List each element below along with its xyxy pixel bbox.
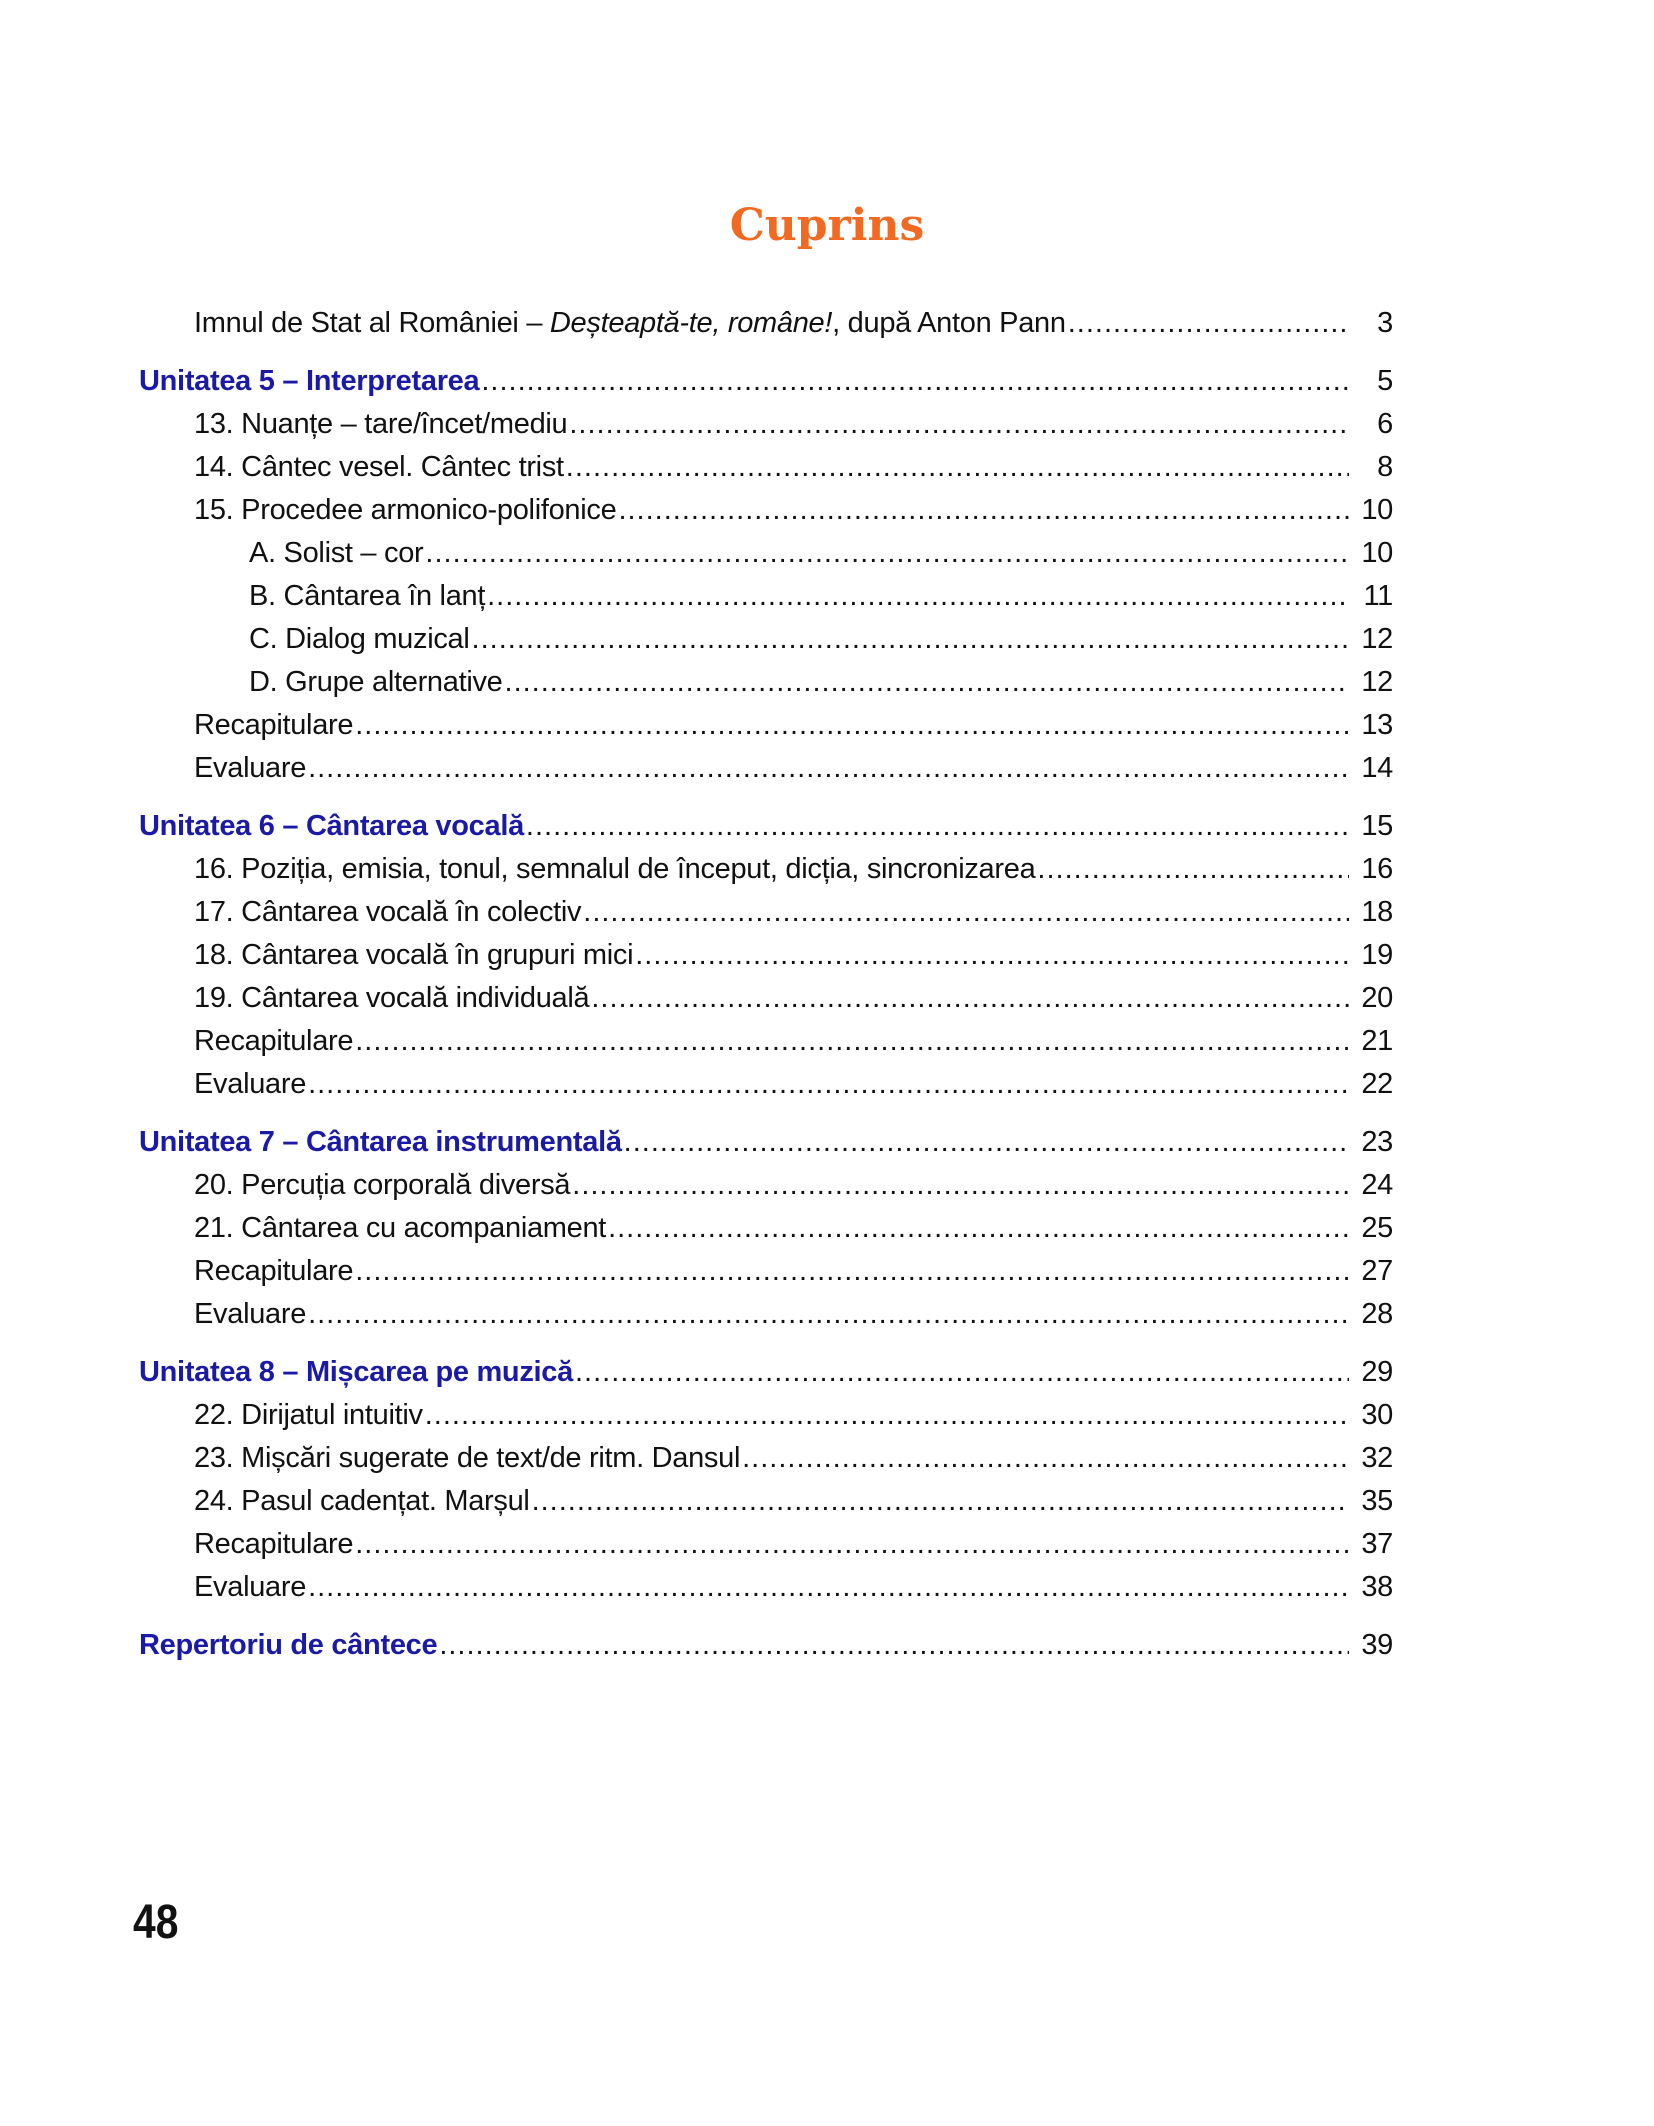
dot-leader — [308, 1566, 1349, 1609]
toc-entry-text: Unitatea 8 – Mișcarea pe muzică — [139, 1356, 573, 1388]
toc-entry-label — [249, 575, 485, 618]
toc-entry[interactable] — [139, 1250, 1393, 1293]
toc-page-number: 8 — [1377, 451, 1393, 483]
toc-page-number: 24 — [1361, 1169, 1393, 1201]
toc-page-number: 12 — [1361, 623, 1393, 655]
toc-entry-label — [249, 661, 503, 704]
toc-entry-text: Evaluare — [194, 752, 307, 784]
toc-entry-label — [194, 747, 306, 790]
dot-leader — [526, 805, 1349, 848]
dot-leader — [575, 1351, 1349, 1394]
toc-entry[interactable] — [139, 1480, 1393, 1523]
dot-leader — [355, 1020, 1349, 1063]
toc-entry-label — [249, 618, 470, 661]
toc-entry-text: Unitatea 7 – Cântarea instrumentală — [139, 1126, 622, 1158]
toc-entry[interactable] — [139, 1293, 1393, 1336]
toc-entry-text: Recapitulare — [194, 1025, 354, 1057]
dot-leader — [425, 532, 1349, 575]
toc-entry-label — [194, 891, 581, 934]
dot-leader — [481, 360, 1349, 403]
toc-entry-label — [249, 532, 423, 575]
toc-entry-text: A. Solist – cor — [249, 537, 424, 569]
toc-entry-label — [194, 1523, 353, 1566]
toc-page-number: 38 — [1361, 1571, 1393, 1603]
toc-page-number: 28 — [1361, 1298, 1393, 1330]
toc-entry-label — [194, 489, 616, 532]
toc-entry-text: 23. Mișcări sugerate de text/de ritm. Dansul — [194, 1442, 741, 1474]
toc-unit-heading[interactable] — [139, 1624, 1393, 1667]
toc-entry-text: 13. Nuanțe – tare/încet/mediu — [194, 408, 568, 440]
toc-entry-label — [194, 1394, 423, 1437]
toc-page-number: 5 — [1377, 365, 1393, 397]
toc-entry[interactable] — [139, 446, 1393, 489]
dot-leader — [569, 403, 1349, 446]
toc-entry[interactable] — [139, 747, 1393, 790]
toc-page-number: 23 — [1361, 1126, 1393, 1158]
toc-unit-heading[interactable] — [139, 1121, 1393, 1164]
toc-entry-label — [139, 1624, 437, 1667]
toc-entry-label — [194, 934, 633, 977]
toc-entry[interactable] — [139, 977, 1393, 1020]
toc-entry[interactable] — [139, 704, 1393, 747]
toc-entry-text: Recapitulare — [194, 1528, 354, 1560]
dot-leader — [1037, 848, 1349, 891]
toc-entry-label — [194, 1207, 606, 1250]
dot-leader — [532, 1480, 1349, 1523]
dot-leader — [355, 1523, 1349, 1566]
toc-entry[interactable] — [139, 302, 1393, 345]
toc-entry-label — [194, 848, 1035, 891]
toc-entry-text: Recapitulare — [194, 1255, 354, 1287]
toc-entry-label — [194, 1480, 530, 1523]
dot-leader — [608, 1207, 1349, 1250]
toc-entry-text: 15. Procedee armonico-polifonice — [194, 494, 617, 526]
toc-page-number: 22 — [1361, 1068, 1393, 1100]
toc-entry-label — [194, 403, 567, 446]
toc-entry-label — [139, 360, 479, 403]
toc-page-number: 30 — [1361, 1399, 1393, 1431]
toc-page-number: 21 — [1361, 1025, 1393, 1057]
toc-page-number: 37 — [1361, 1528, 1393, 1560]
dot-leader — [439, 1624, 1349, 1667]
toc-entry-label — [194, 302, 1066, 345]
toc-entry[interactable] — [139, 403, 1393, 446]
dot-leader — [355, 704, 1349, 747]
toc-page-number: 11 — [1363, 580, 1393, 612]
toc-page-number: 39 — [1361, 1629, 1393, 1661]
dot-leader — [505, 661, 1349, 704]
toc-entry[interactable] — [139, 1020, 1393, 1063]
toc-entry-label — [194, 1566, 306, 1609]
toc-page-number: 35 — [1361, 1485, 1393, 1517]
dot-leader — [472, 618, 1349, 661]
toc-entry[interactable] — [139, 618, 1393, 661]
toc-entry-text: Evaluare — [194, 1298, 307, 1330]
toc-unit-heading[interactable] — [139, 805, 1393, 848]
toc-entry-text: Repertoriu de cântece — [139, 1629, 438, 1661]
toc-entry[interactable] — [139, 489, 1393, 532]
toc-page-number: 10 — [1361, 537, 1393, 569]
toc-unit-heading[interactable] — [139, 1351, 1393, 1394]
dot-leader — [624, 1121, 1349, 1164]
dot-leader — [308, 1293, 1349, 1336]
toc-entry-label — [194, 1250, 353, 1293]
dot-leader — [308, 747, 1349, 790]
toc-page-number: 29 — [1361, 1356, 1393, 1388]
toc-entry[interactable] — [139, 575, 1393, 618]
toc-entry-label — [194, 1020, 353, 1063]
toc-entry[interactable] — [139, 1437, 1393, 1480]
toc-unit-heading[interactable] — [139, 360, 1393, 403]
toc-page-number: 25 — [1361, 1212, 1393, 1244]
toc-entry[interactable] — [139, 532, 1393, 575]
toc-entry-text: 20. Percuția corporală diversă — [194, 1169, 571, 1201]
toc-entry[interactable] — [139, 1207, 1393, 1250]
toc-entry-text: Unitatea 5 – Interpretarea — [139, 365, 480, 397]
toc-page-number: 15 — [1361, 810, 1393, 842]
toc-entry-text: Evaluare — [194, 1571, 307, 1603]
toc-page-number: 6 — [1377, 408, 1393, 440]
toc-entry-text: 19. Cântarea vocală individuală — [194, 982, 590, 1014]
dot-leader — [566, 446, 1349, 489]
dot-leader — [635, 934, 1349, 977]
toc-entry-text: Imnul de Stat al României – — [194, 307, 550, 339]
toc-entry-italic-text: Deșteaptă-te, române! — [549, 307, 833, 339]
toc-entry[interactable] — [139, 1566, 1393, 1609]
toc-entry-label — [139, 1121, 622, 1164]
dot-leader — [1068, 302, 1349, 345]
toc-page-number: 13 — [1361, 709, 1393, 741]
toc-page-number: 19 — [1361, 939, 1393, 971]
toc-page-number: 16 — [1361, 853, 1393, 885]
toc-entry-label — [194, 977, 589, 1020]
toc-entry-label — [139, 1351, 573, 1394]
toc-entry-label — [139, 805, 524, 848]
dot-leader — [572, 1164, 1349, 1207]
toc-entry-label — [194, 1063, 306, 1106]
toc-entry-label — [194, 1293, 306, 1336]
toc-entry-text: 22. Dirijatul intuitiv — [194, 1399, 423, 1431]
toc-entry[interactable] — [139, 1164, 1393, 1207]
page-title: Cuprins — [729, 200, 925, 251]
toc-entry-text: 21. Cântarea cu acompaniament — [194, 1212, 607, 1244]
toc-entry-text: C. Dialog muzical — [249, 623, 470, 655]
table-of-contents — [139, 302, 1393, 1667]
toc-page-number: 18 — [1361, 896, 1393, 928]
toc-entry-text: B. Cântarea în lanț — [249, 580, 486, 612]
toc-entry-label — [194, 704, 353, 747]
toc-page-number: 10 — [1361, 494, 1393, 526]
toc-entry-text: 18. Cântarea vocală în grupuri mici — [194, 939, 634, 971]
toc-entry-suffix: , după Anton Pann — [832, 307, 1066, 339]
dot-leader — [487, 575, 1349, 618]
toc-entry[interactable] — [139, 891, 1393, 934]
toc-entry-text: 14. Cântec vesel. Cântec trist — [194, 451, 564, 483]
toc-page-number: 27 — [1361, 1255, 1393, 1287]
dot-leader — [355, 1250, 1349, 1293]
toc-page-number: 12 — [1361, 666, 1393, 698]
toc-entry-label — [194, 1437, 740, 1480]
toc-entry[interactable] — [139, 934, 1393, 977]
toc-entry-text: 17. Cântarea vocală în colectiv — [194, 896, 582, 928]
toc-entry[interactable] — [139, 1063, 1393, 1106]
dot-leader — [583, 891, 1349, 934]
toc-entry[interactable] — [139, 1523, 1393, 1566]
toc-entry-text: Evaluare — [194, 1068, 307, 1100]
toc-entry-text: 16. Poziția, emisia, tonul, semnalul de început, dicția, sincronizarea — [194, 853, 1036, 885]
toc-entry[interactable] — [139, 661, 1393, 704]
toc-entry[interactable] — [139, 848, 1393, 891]
toc-page-number: 20 — [1361, 982, 1393, 1014]
dot-leader — [591, 977, 1349, 1020]
toc-entry-text: Recapitulare — [194, 709, 354, 741]
toc-entry-text: 24. Pasul cadențat. Marșul — [194, 1485, 530, 1517]
page-number: 48 — [133, 1896, 179, 1949]
dot-leader — [742, 1437, 1349, 1480]
toc-entry-text: Unitatea 6 – Cântarea vocală — [139, 810, 524, 842]
toc-page-number: 32 — [1361, 1442, 1393, 1474]
dot-leader — [308, 1063, 1349, 1106]
dot-leader — [618, 489, 1349, 532]
toc-page-number: 14 — [1361, 752, 1393, 784]
toc-page-number: 3 — [1377, 307, 1393, 339]
dot-leader — [425, 1394, 1349, 1437]
toc-entry-text: D. Grupe alternative — [249, 666, 503, 698]
toc-entry[interactable] — [139, 1394, 1393, 1437]
toc-entry-label — [194, 446, 564, 489]
toc-entry-label — [194, 1164, 570, 1207]
